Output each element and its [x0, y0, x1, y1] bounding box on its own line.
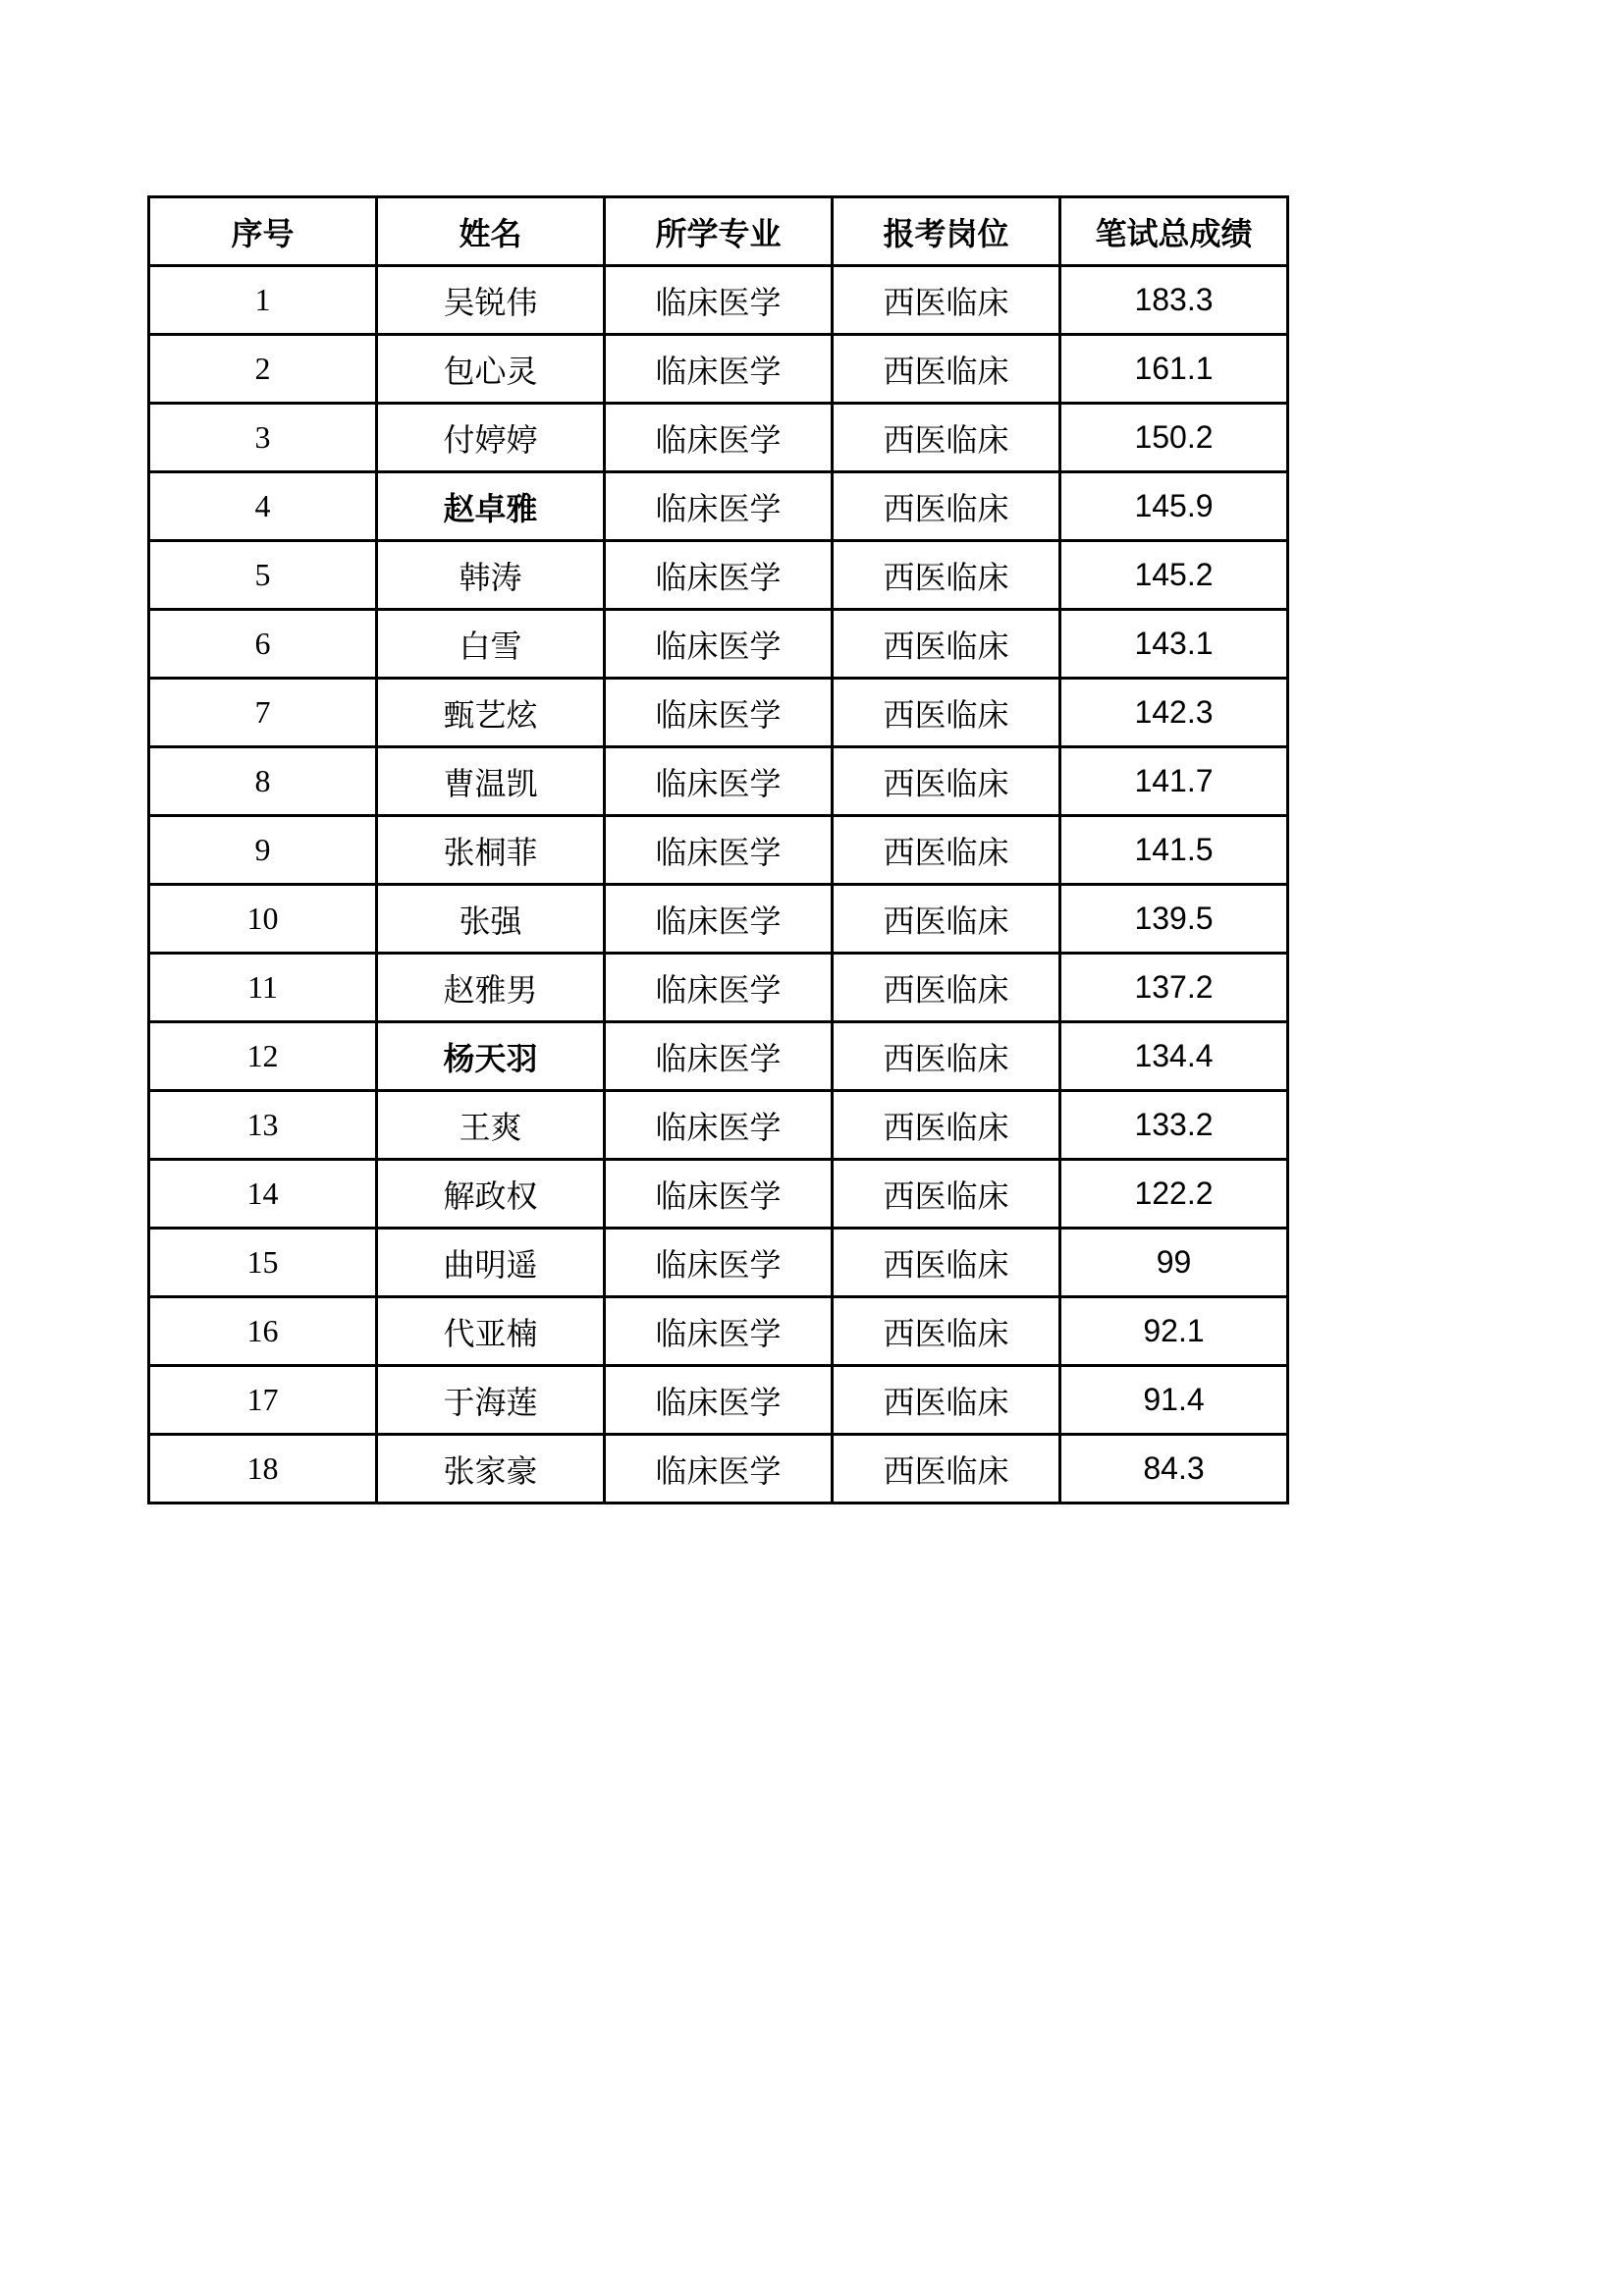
cell-name: 代亚楠 [377, 1297, 605, 1366]
table-body [149, 266, 1288, 1503]
cell-major: 临床医学 [605, 1435, 833, 1503]
cell-name: 张桐菲 [377, 816, 605, 885]
cell-name: 王爽 [377, 1091, 605, 1160]
header-score: 笔试总成绩 [1060, 197, 1288, 266]
header-name: 姓名 [377, 197, 605, 266]
cell-no: 9 [149, 816, 377, 885]
cell-score: 134.4 [1060, 1022, 1288, 1091]
cell-major: 临床医学 [605, 1366, 833, 1435]
cell-no: 14 [149, 1160, 377, 1229]
table-header [149, 197, 1288, 266]
cell-position: 西医临床 [833, 1022, 1060, 1091]
cell-name: 杨天羽 [377, 1022, 605, 1091]
cell-score: 139.5 [1060, 885, 1288, 954]
header-no: 序号 [149, 197, 377, 266]
cell-major: 临床医学 [605, 335, 833, 404]
cell-major: 临床医学 [605, 954, 833, 1022]
cell-name: 于海莲 [377, 1366, 605, 1435]
cell-major: 临床医学 [605, 816, 833, 885]
cell-score: 143.1 [1060, 610, 1288, 679]
cell-score: 92.1 [1060, 1297, 1288, 1366]
cell-name: 张家豪 [377, 1435, 605, 1503]
cell-name: 解政权 [377, 1160, 605, 1229]
table-row [149, 472, 1288, 541]
table-row [149, 885, 1288, 954]
table-row [149, 610, 1288, 679]
cell-name: 张强 [377, 885, 605, 954]
cell-position: 西医临床 [833, 747, 1060, 816]
cell-position: 西医临床 [833, 266, 1060, 335]
cell-major: 临床医学 [605, 404, 833, 472]
cell-name: 甄艺炫 [377, 679, 605, 747]
cell-position: 西医临床 [833, 472, 1060, 541]
cell-score: 91.4 [1060, 1366, 1288, 1435]
cell-name: 吴锐伟 [377, 266, 605, 335]
cell-position: 西医临床 [833, 1366, 1060, 1435]
cell-name: 赵雅男 [377, 954, 605, 1022]
cell-name: 韩涛 [377, 541, 605, 610]
table-row [149, 816, 1288, 885]
cell-name: 付婷婷 [377, 404, 605, 472]
cell-position: 西医临床 [833, 610, 1060, 679]
cell-no: 1 [149, 266, 377, 335]
cell-position: 西医临床 [833, 1160, 1060, 1229]
cell-no: 3 [149, 404, 377, 472]
cell-name: 白雪 [377, 610, 605, 679]
cell-no: 8 [149, 747, 377, 816]
cell-no: 7 [149, 679, 377, 747]
cell-no: 12 [149, 1022, 377, 1091]
cell-major: 临床医学 [605, 1022, 833, 1091]
cell-no: 5 [149, 541, 377, 610]
cell-major: 临床医学 [605, 1160, 833, 1229]
cell-score: 145.9 [1060, 472, 1288, 541]
cell-name: 包心灵 [377, 335, 605, 404]
table-row [149, 266, 1288, 335]
cell-score: 133.2 [1060, 1091, 1288, 1160]
cell-major: 临床医学 [605, 1091, 833, 1160]
cell-no: 4 [149, 472, 377, 541]
cell-major: 临床医学 [605, 541, 833, 610]
header-position: 报考岗位 [833, 197, 1060, 266]
cell-position: 西医临床 [833, 679, 1060, 747]
cell-position: 西医临床 [833, 1435, 1060, 1503]
cell-position: 西医临床 [833, 1229, 1060, 1297]
cell-score: 161.1 [1060, 335, 1288, 404]
cell-score: 142.3 [1060, 679, 1288, 747]
cell-score: 137.2 [1060, 954, 1288, 1022]
cell-position: 西医临床 [833, 541, 1060, 610]
cell-position: 西医临床 [833, 816, 1060, 885]
cell-major: 临床医学 [605, 1297, 833, 1366]
cell-major: 临床医学 [605, 679, 833, 747]
table-row [149, 1297, 1288, 1366]
cell-score: 183.3 [1060, 266, 1288, 335]
cell-position: 西医临床 [833, 1297, 1060, 1366]
header-major: 所学专业 [605, 197, 833, 266]
score-table [147, 195, 1289, 1504]
cell-no: 13 [149, 1091, 377, 1160]
table-row [149, 1229, 1288, 1297]
cell-major: 临床医学 [605, 885, 833, 954]
cell-no: 10 [149, 885, 377, 954]
cell-score: 141.7 [1060, 747, 1288, 816]
cell-major: 临床医学 [605, 747, 833, 816]
table-row [149, 541, 1288, 610]
cell-no: 17 [149, 1366, 377, 1435]
cell-name: 赵卓雅 [377, 472, 605, 541]
cell-major: 临床医学 [605, 472, 833, 541]
cell-score: 122.2 [1060, 1160, 1288, 1229]
cell-position: 西医临床 [833, 1091, 1060, 1160]
table-row [149, 404, 1288, 472]
cell-no: 16 [149, 1297, 377, 1366]
cell-major: 临床医学 [605, 266, 833, 335]
table-row [149, 954, 1288, 1022]
cell-position: 西医临床 [833, 954, 1060, 1022]
cell-position: 西医临床 [833, 404, 1060, 472]
cell-name: 曹温凯 [377, 747, 605, 816]
cell-position: 西医临床 [833, 885, 1060, 954]
cell-no: 15 [149, 1229, 377, 1297]
table-row [149, 679, 1288, 747]
table-row [149, 1366, 1288, 1435]
cell-score: 145.2 [1060, 541, 1288, 610]
cell-no: 18 [149, 1435, 377, 1503]
table-row [149, 1091, 1288, 1160]
cell-no: 11 [149, 954, 377, 1022]
table-row [149, 1435, 1288, 1503]
cell-position: 西医临床 [833, 335, 1060, 404]
header-row [149, 197, 1288, 266]
cell-major: 临床医学 [605, 610, 833, 679]
cell-no: 2 [149, 335, 377, 404]
table-row [149, 1160, 1288, 1229]
table-row [149, 1022, 1288, 1091]
cell-score: 150.2 [1060, 404, 1288, 472]
cell-no: 6 [149, 610, 377, 679]
table-row [149, 747, 1288, 816]
cell-score: 141.5 [1060, 816, 1288, 885]
cell-score: 84.3 [1060, 1435, 1288, 1503]
cell-score: 99 [1060, 1229, 1288, 1297]
cell-name: 曲明遥 [377, 1229, 605, 1297]
table-row [149, 335, 1288, 404]
cell-major: 临床医学 [605, 1229, 833, 1297]
